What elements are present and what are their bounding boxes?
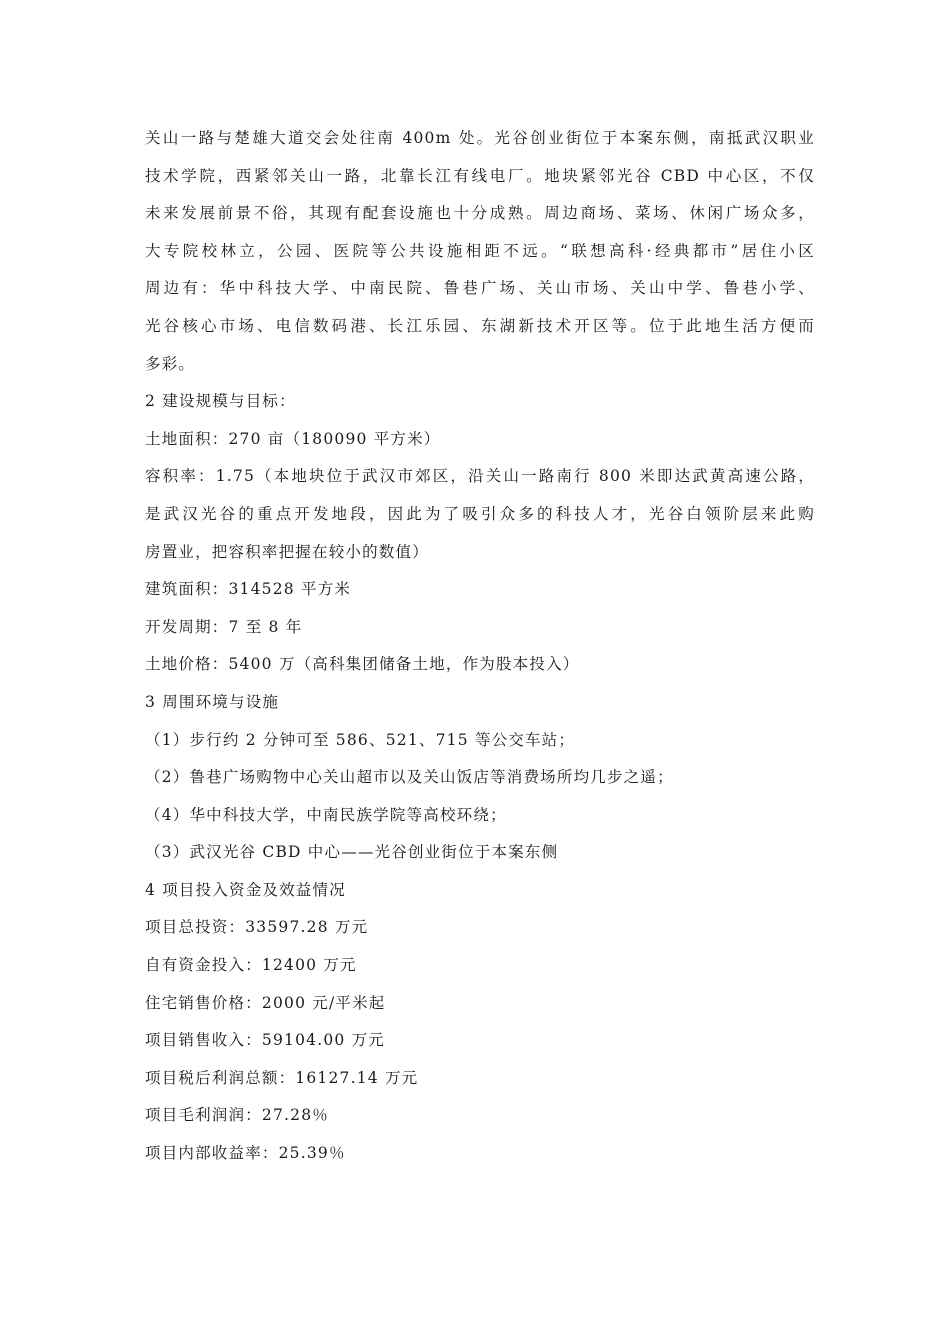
- paragraph-line: 关山一路与楚雄大道交会处往南 400m 处。光谷创业街位于本案东侧，南抵武汉职业: [145, 129, 815, 147]
- dev-period-text: 开发周期：7 至 8 年: [145, 617, 303, 636]
- list-item: （3）武汉光谷 CBD 中心——光谷创业街位于本案东侧: [145, 843, 559, 862]
- section-investment: [145, 872, 815, 1173]
- sale-price-text: 住宅销售价格：2000 元/平米起: [145, 993, 386, 1012]
- building-area-text: 建筑面积：314528 平方米: [145, 580, 352, 599]
- list-item: （1）步行约 2 分钟可至 586、521、715 等公交车站；: [145, 730, 576, 749]
- plot-ratio-line: 是武汉光谷的重点开发地段，因此为了吸引众多的科技人才，光谷白领阶层来此购: [145, 504, 815, 523]
- section-heading: 4 项目投入资金及效益情况: [145, 880, 346, 899]
- land-price-text: 土地价格：5400 万（高科集团储备土地，作为股本投入）: [145, 655, 580, 674]
- document-body: [145, 120, 815, 1173]
- intro-paragraph: [145, 120, 815, 383]
- sales-revenue-text: 项目销售收入：59104.00 万元: [145, 1031, 385, 1050]
- section-construction-scale: [145, 383, 815, 684]
- section-heading: 2 建设规模与目标：: [145, 392, 296, 411]
- paragraph-line: 大专院校林立，公园、医院等公共设施相距不远。“联想高科·经典都市”居住小区: [145, 241, 815, 260]
- net-profit-text: 项目税后利润总额：16127.14 万元: [145, 1068, 419, 1087]
- own-capital-text: 自有资金投入：12400 万元: [145, 956, 357, 975]
- paragraph-line: 光谷核心市场、电信数码港、长江乐园、东湖新技术开区等。位于此地生活方便而: [145, 316, 815, 335]
- plot-ratio-line: 容积率：1.75（本地块位于武汉市郊区，沿关山一路南行 800 米即达武黄高速公路，: [145, 467, 815, 486]
- paragraph-line: 周边有：华中科技大学、中南民院、鲁巷广场、关山市场、关山中学、鲁巷小学、: [145, 279, 815, 298]
- paragraph-line: 未来发展前景不俗，其现有配套设施也十分成熟。周边商场、菜场、休闲广场众多，: [145, 204, 815, 223]
- paragraph-line: 多彩。: [145, 354, 196, 373]
- section-surroundings: [145, 684, 815, 872]
- irr-text: 项目内部收益率：25.39％: [145, 1144, 346, 1163]
- total-investment-text: 项目总投资：33597.28 万元: [145, 918, 369, 937]
- section-heading: 3 周围环境与设施: [145, 692, 280, 711]
- list-item: （4）华中科技大学，中南民族学院等高校环绕；: [145, 805, 507, 824]
- plot-ratio-line: 房置业，把容积率把握在较小的数值）: [145, 542, 429, 561]
- land-area-text: 土地面积：270 亩（180090 平方米）: [145, 429, 441, 448]
- paragraph-line: 技术学院，西紧邻关山一路，北靠长江有线电厂。地块紧邻光谷 CBD 中心区，不仅: [145, 166, 815, 185]
- list-item: （2）鲁巷广场购物中心关山超市以及关山饭店等消费场所均几步之遥；: [145, 768, 674, 787]
- gross-margin-text: 项目毛利润润：27.28％: [145, 1106, 329, 1125]
